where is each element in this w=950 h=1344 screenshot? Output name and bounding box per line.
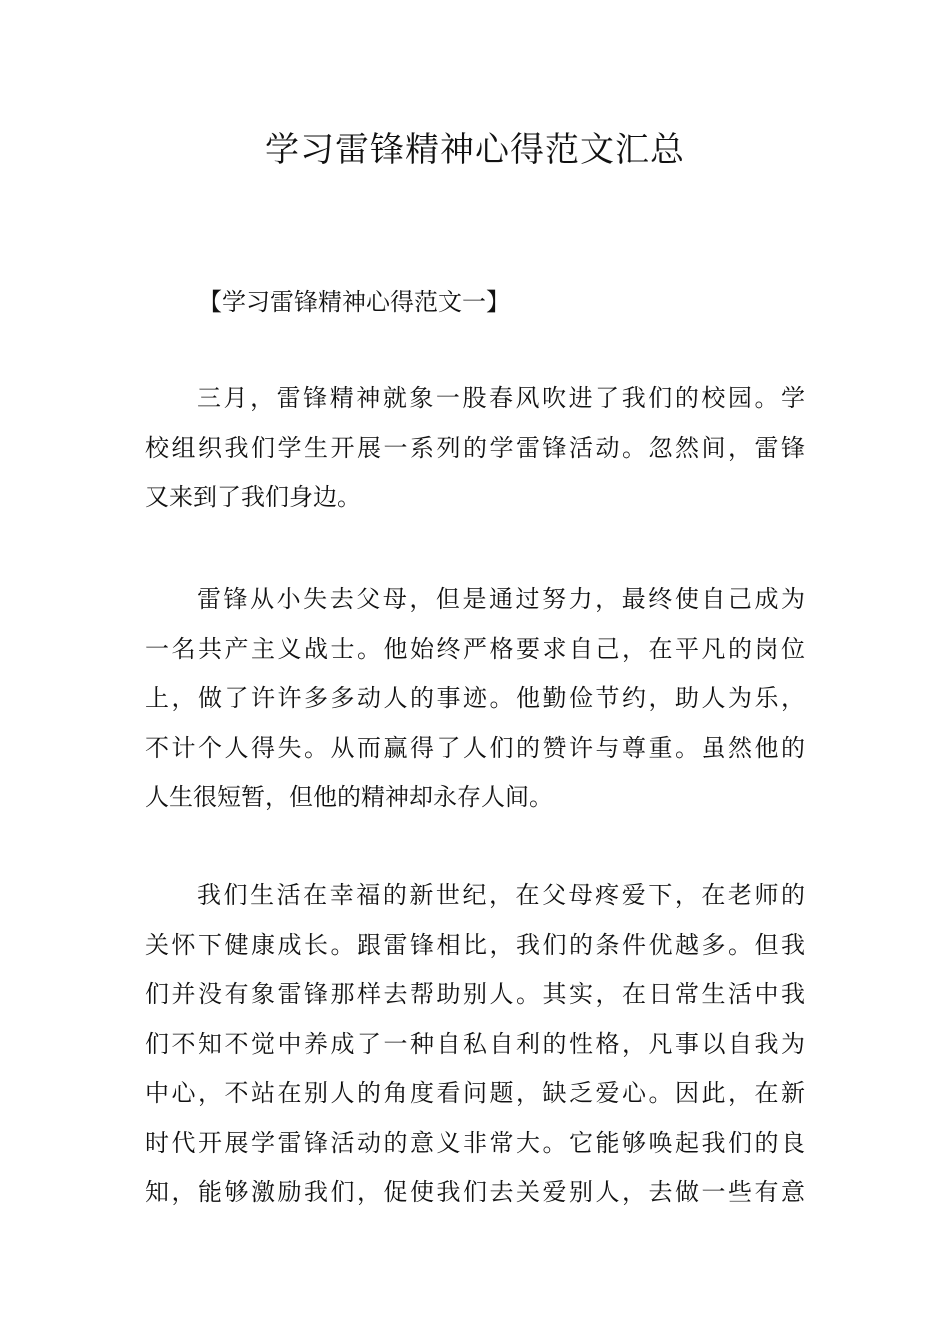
paragraph-line: 不计个人得失。从而赢得了人们的赞许与尊重。虽然他的 — [145, 733, 805, 762]
paragraph-1 — [145, 374, 805, 523]
paragraph-line: 们不知不觉中养成了一种自私自利的性格，凡事以自我为 — [145, 1029, 805, 1058]
paragraph-line: 又来到了我们身边。 — [145, 483, 361, 511]
document-title: 学习雷锋精神心得范文汇总 — [265, 130, 685, 170]
paragraph-line: 上，做了许许多多动人的事迹。他勤俭节约，助人为乐， — [145, 684, 805, 712]
section-heading: 【学习雷锋精神心得范文一】 — [198, 288, 510, 316]
paragraph-line: 雷锋从小失去父母，但是通过努力，最终使自己成为 — [197, 585, 805, 613]
paragraph-line: 们并没有象雷锋那样去帮助别人。其实，在日常生活中我 — [145, 980, 805, 1008]
paragraph-line: 时代开展学雷锋活动的意义非常大。它能够唤起我们的良 — [145, 1128, 805, 1157]
paragraph-line: 三月，雷锋精神就象一股春风吹进了我们的校园。学 — [197, 384, 805, 412]
paragraph-line: 校组织我们学生开展一系列的学雷锋活动。忽然间，雷锋 — [145, 433, 805, 462]
paragraph-line: 一名共产主义战士。他始终严格要求自己，在平凡的岗位 — [145, 634, 805, 663]
paragraph-line: 中心，不站在别人的角度看问题，缺乏爱心。因此，在新 — [145, 1079, 805, 1107]
paragraph-line: 我们生活在幸福的新世纪，在父母疼爱下，在老师的 — [197, 881, 805, 909]
paragraph-line: 知，能够激励我们，促使我们去关爱别人，去做一些有意 — [145, 1178, 805, 1206]
paragraph-line: 关怀下健康成长。跟雷锋相比，我们的条件优越多。但我 — [145, 930, 805, 959]
paragraph-line: 人生很短暂，但他的精神却永存人间。 — [145, 783, 553, 811]
paragraph-3 — [145, 871, 805, 1218]
paragraph-2 — [145, 575, 805, 823]
